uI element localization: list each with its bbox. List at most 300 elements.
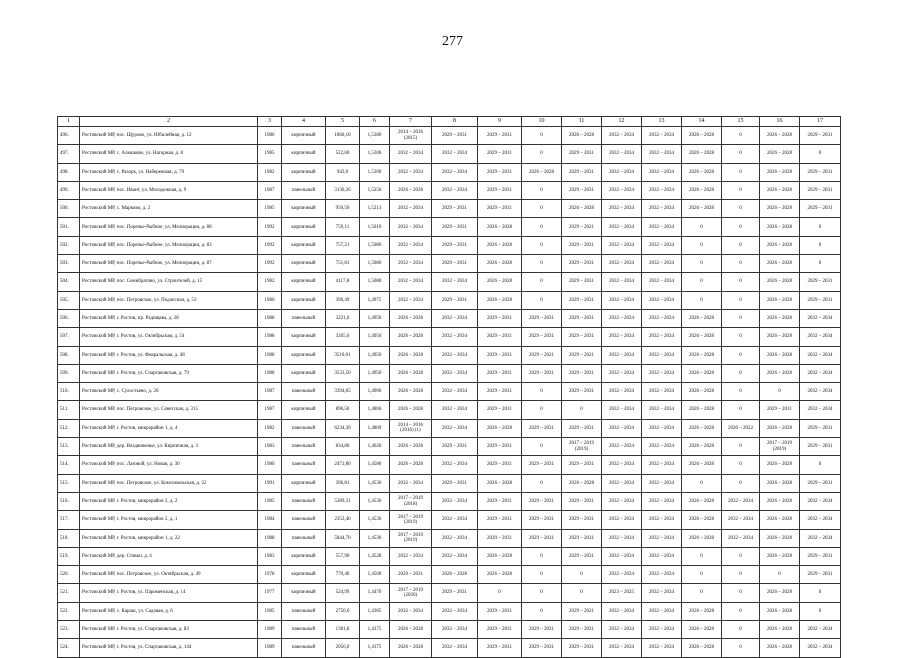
table-cell: 2032 – 2034 <box>602 273 642 291</box>
table-cell: 2026 – 2028 <box>682 639 722 657</box>
table-cell: 2029 – 2031 <box>562 364 602 382</box>
table-cell: 2029 – 2031 <box>800 127 841 145</box>
table-cell: 6234,30 <box>326 419 360 437</box>
table-cell: 0 <box>722 163 760 181</box>
table-cell: 1,4528 <box>360 547 390 565</box>
table-cell: 396,81 <box>326 474 360 492</box>
table-cell: 2026 – 2028 <box>432 566 478 584</box>
table-cell: 2029 – 2031 <box>478 127 522 145</box>
table-row <box>58 236 841 254</box>
table-cell: 0 <box>722 236 760 254</box>
table-cell: 2029 – 2031 <box>432 291 478 309</box>
column-number: 4 <box>282 117 326 127</box>
table-cell: 2032 – 2034 <box>602 236 642 254</box>
column-number: 11 <box>562 117 602 127</box>
table-cell: 757,21 <box>326 236 360 254</box>
table-cell: 2032 – 2034 <box>642 127 682 145</box>
table-cell: Ростовский МР, с. Марково, д. 2 <box>80 200 258 218</box>
table-cell: 1983 <box>258 547 282 565</box>
table-cell: 3510,01 <box>326 346 360 364</box>
table-cell: 834,80 <box>326 438 360 456</box>
table-cell: 2032 – 2034 <box>432 273 478 291</box>
table-cell: 0 <box>722 566 760 584</box>
table-cell: 1,5213 <box>360 200 390 218</box>
table-cell: 1,4375 <box>360 639 390 657</box>
table-cell: кирпичный <box>282 566 326 584</box>
table-cell: 1,4950 <box>360 364 390 382</box>
table-cell: 2026 – 2028 <box>760 547 800 565</box>
table-cell: 1985 <box>258 602 282 620</box>
table-cell: 2026 – 2028 <box>682 419 722 437</box>
table-cell: 2032 – 2034 <box>602 602 642 620</box>
table-cell: 2032 – 2034 <box>390 145 432 163</box>
table-cell: 2032 – 2034 <box>642 163 682 181</box>
table-cell: 2032 – 2034 <box>432 639 478 657</box>
table-cell: 2032 – 2034 <box>602 181 642 199</box>
table-cell: 2032 – 2034 <box>642 200 682 218</box>
table-cell: 2029 – 2031 <box>522 621 562 639</box>
table-cell: 2029 – 2031 <box>562 273 602 291</box>
table-cell: 2026 – 2028 <box>760 584 800 602</box>
table-cell: 0 <box>800 456 841 474</box>
table-cell: 2032 – 2034 <box>800 529 841 547</box>
table-cell: кирпичный <box>282 346 326 364</box>
table-cell: 2032 – 2034 <box>432 456 478 474</box>
table-cell: 2029 – 2031 <box>800 474 841 492</box>
table-cell: 2029 – 2031 <box>432 127 478 145</box>
table-cell: Ростовский МР, г. Ростов, пр. Радищева, д. 28 <box>80 309 258 327</box>
table-cell: 1982 <box>258 419 282 437</box>
table-cell: 2023 – 2025 <box>602 584 642 602</box>
table-cell: 2029 – 2031 <box>562 181 602 199</box>
table-cell: 508. <box>58 346 80 364</box>
table-cell: 2032 – 2034 <box>432 621 478 639</box>
table-cell: 1984 <box>258 511 282 529</box>
table-cell: 2032 – 2034 <box>642 309 682 327</box>
capital-repair-schedule-table <box>57 116 841 658</box>
table-cell: 2032 – 2034 <box>432 364 478 382</box>
table-cell: панельный <box>282 181 326 199</box>
table-cell: 2029 – 2031 <box>522 364 562 382</box>
table-cell: панельный <box>282 419 326 437</box>
table-cell: 2029 – 2031 <box>760 401 800 419</box>
table-cell: 2029 – 2031 <box>562 639 602 657</box>
table-cell: 2032 – 2034 <box>642 566 682 584</box>
table-cell: 500. <box>58 200 80 218</box>
table-cell: 2029 – 2031 <box>562 291 602 309</box>
table-cell: 0 <box>522 127 562 145</box>
table-cell: 2032 – 2034 <box>642 328 682 346</box>
table-cell: 1985 <box>258 200 282 218</box>
table-row <box>58 511 841 529</box>
table-cell: 2032 – 2034 <box>800 492 841 510</box>
table-cell: 2026 – 2028 <box>682 200 722 218</box>
table-cell: 522. <box>58 602 80 620</box>
table-cell: 2017 – 2019 (2019) <box>390 529 432 547</box>
table-row <box>58 566 841 584</box>
table-cell: 2032 – 2034 <box>390 236 432 254</box>
table-row <box>58 602 841 620</box>
table-cell: 2032 – 2034 <box>642 236 682 254</box>
table-cell: кирпичный <box>282 145 326 163</box>
table-cell: 0 <box>722 127 760 145</box>
table-cell: 1988 <box>258 346 282 364</box>
table-cell: 0 <box>682 547 722 565</box>
table-cell: 517. <box>58 511 80 529</box>
table-cell: 496. <box>58 127 80 145</box>
table-cell: 2032 – 2034 <box>390 163 432 181</box>
table-cell: 1,4950 <box>360 346 390 364</box>
table-cell: 2032 – 2034 <box>602 401 642 419</box>
table-cell: 3130,26 <box>326 181 360 199</box>
table-cell: 2032 – 2034 <box>602 474 642 492</box>
column-number: 14 <box>682 117 722 127</box>
table-cell: 557,90 <box>326 547 360 565</box>
table-cell: 2032 – 2034 <box>642 492 682 510</box>
table-cell: 2029 – 2031 <box>478 401 522 419</box>
table-cell: 2026 – 2028 <box>478 218 522 236</box>
table-cell: 1,5300 <box>360 163 390 181</box>
table-cell: 514. <box>58 456 80 474</box>
table-cell: 2026 – 2028 <box>682 621 722 639</box>
table-cell: 2032 – 2034 <box>642 529 682 547</box>
table-cell: 524,99 <box>326 584 360 602</box>
table-row <box>58 401 841 419</box>
table-cell: 2032 – 2034 <box>642 511 682 529</box>
table-cell: 2029 – 2031 <box>478 200 522 218</box>
table-cell: 1,4950 <box>360 328 390 346</box>
table-cell: 2032 – 2034 <box>642 621 682 639</box>
table-row <box>58 529 841 547</box>
table-cell: 2026 – 2028 <box>390 364 432 382</box>
table-cell: 0 <box>800 145 841 163</box>
table-cell: 2029 – 2031 <box>562 602 602 620</box>
column-number: 12 <box>602 117 642 127</box>
table-cell: 2029 – 2031 <box>390 566 432 584</box>
table-cell: 2029 – 2031 <box>432 236 478 254</box>
table-cell: 2032 – 2034 <box>390 602 432 620</box>
table-cell: 2026 – 2028 <box>390 309 432 327</box>
table-cell: 2032 – 2034 <box>642 438 682 456</box>
table-cell: Ростовский МР, с. Алешково, ул. Нагорная, д. 8 <box>80 145 258 163</box>
table-cell: 504. <box>58 273 80 291</box>
table-cell: 2032 – 2034 <box>602 127 642 145</box>
table-cell: 2032 – 2034 <box>642 364 682 382</box>
table-cell: Ростовский МР, с. Караш, ул. Садовая, д. 6 <box>80 602 258 620</box>
table-cell: 2026 – 2028 <box>682 328 722 346</box>
table-cell: 510. <box>58 383 80 401</box>
table-cell: 2029 – 2031 <box>562 621 602 639</box>
table-cell: 2026 – 2028 <box>760 127 800 145</box>
table-cell: Ростовский МР, пос. Семибратово, ул. Строителей, д. 15 <box>80 273 258 291</box>
table-cell: 2032 – 2034 <box>602 291 642 309</box>
table-cell: 2032 – 2034 <box>642 547 682 565</box>
table-cell: 515. <box>58 474 80 492</box>
table-cell: 1980 <box>258 456 282 474</box>
table-cell: 1987 <box>258 401 282 419</box>
table-cell: Ростовский МР, г. Ростов, ул. Пароменская, д. 14 <box>80 584 258 602</box>
column-number: 7 <box>390 117 432 127</box>
table-cell: 2032 – 2034 <box>602 566 642 584</box>
table-cell: 2026 – 2028 <box>760 456 800 474</box>
table-cell: 1982 <box>258 163 282 181</box>
table-cell: 0 <box>722 383 760 401</box>
table-cell: кирпичный <box>282 364 326 382</box>
table-cell: 0 <box>682 218 722 236</box>
table-cell: 2029 – 2031 <box>522 309 562 327</box>
table-cell: 1,4536 <box>360 511 390 529</box>
table-cell: 2026 – 2028 <box>760 511 800 529</box>
table-cell: 0 <box>522 273 562 291</box>
table-cell: 2029 – 2031 <box>478 163 522 181</box>
table-row <box>58 328 841 346</box>
table-cell: 2032 – 2034 <box>602 309 642 327</box>
column-number: 13 <box>642 117 682 127</box>
table-cell: 0 <box>478 584 522 602</box>
table-cell: 497. <box>58 145 80 163</box>
table-cell: 2029 – 2031 <box>562 511 602 529</box>
table-cell: 2032 – 2034 <box>642 584 682 602</box>
table-cell: 2032 – 2034 <box>642 291 682 309</box>
table-cell: 2029 – 2031 <box>800 291 841 309</box>
table-cell: 5389,31 <box>326 492 360 510</box>
table-cell: 2032 – 2034 <box>642 602 682 620</box>
table-cell: 2029 – 2031 <box>562 547 602 565</box>
table-cell: 1980 <box>258 127 282 145</box>
table-cell: 2029 – 2031 <box>432 474 478 492</box>
table-cell: 2032 – 2034 <box>432 511 478 529</box>
table-cell: 2029 – 2031 <box>800 566 841 584</box>
table-cell: 2026 – 2028 <box>682 127 722 145</box>
table-cell: 3533,50 <box>326 364 360 382</box>
table-cell: 2032 – 2034 <box>432 401 478 419</box>
table-cell: 1,5306 <box>360 145 390 163</box>
table-cell: 0 <box>522 236 562 254</box>
table-cell: 2026 – 2028 <box>760 328 800 346</box>
table-cell: 0 <box>800 584 841 602</box>
table-cell: панельный <box>282 383 326 401</box>
table-cell: 503. <box>58 255 80 273</box>
table-cell: 0 <box>522 547 562 565</box>
table-row <box>58 273 841 291</box>
table-cell: 2026 – 2028 <box>522 163 562 181</box>
table-cell: 0 <box>800 218 841 236</box>
table-cell: 2032 – 2034 <box>602 328 642 346</box>
table-cell: 0 <box>682 474 722 492</box>
table-cell: 501. <box>58 218 80 236</box>
table-cell: 1,4385 <box>360 602 390 620</box>
table-cell: 2026 – 2028 <box>682 529 722 547</box>
table-cell: кирпичный <box>282 200 326 218</box>
table-cell: 2032 – 2034 <box>602 255 642 273</box>
table-cell: 2029 – 2031 <box>522 639 562 657</box>
table-cell: 2029 – 2031 <box>562 328 602 346</box>
table-cell: 2029 – 2031 <box>432 438 478 456</box>
table-cell: Ростовский МР, г. Ростов, ул. Спартаковская, д. 144 <box>80 639 258 657</box>
table-cell: 2026 – 2028 <box>478 255 522 273</box>
table-cell: 518. <box>58 529 80 547</box>
table-cell: 2017 – 2019 (2019) <box>760 438 800 456</box>
table-cell: 0 <box>522 218 562 236</box>
table-cell: 2029 – 2031 <box>800 547 841 565</box>
table-cell: 1,5080 <box>360 255 390 273</box>
table-cell: 1301,8 <box>326 621 360 639</box>
table-cell: 509. <box>58 364 80 382</box>
table-cell: панельный <box>282 529 326 547</box>
table-cell: 2032 – 2034 <box>642 255 682 273</box>
table-cell: 2026 – 2028 <box>682 163 722 181</box>
table-cell: 2026 – 2028 <box>682 346 722 364</box>
table-cell: кирпичный <box>282 273 326 291</box>
table-cell: 3221,6 <box>326 309 360 327</box>
table-cell: 2026 – 2028 <box>682 602 722 620</box>
table-cell: Ростовский МР, пос. Лазовой, ул. Новая, д. 30 <box>80 456 258 474</box>
table-cell: 0 <box>682 566 722 584</box>
table-cell: 2026 – 2028 <box>760 163 800 181</box>
column-number: 17 <box>800 117 841 127</box>
table-cell: 2032 – 2034 <box>432 492 478 510</box>
table-cell: 2029 – 2031 <box>478 309 522 327</box>
table-cell: 2756,6 <box>326 602 360 620</box>
table-cell: 2026 – 2028 <box>760 364 800 382</box>
table-row <box>58 621 841 639</box>
table-cell: 2029 – 2031 <box>800 163 841 181</box>
table-cell: 2017 – 2019 (2019) <box>562 438 602 456</box>
column-number: 1 <box>58 117 80 127</box>
table-row <box>58 364 841 382</box>
table-cell: 2032 – 2034 <box>390 200 432 218</box>
table-cell: 2029 – 2031 <box>478 438 522 456</box>
table-cell: 2026 – 2028 <box>760 309 800 327</box>
table-cell: 2032 – 2034 <box>642 181 682 199</box>
table-cell: 2026 – 2028 <box>478 547 522 565</box>
table-cell: 2032 – 2034 <box>642 419 682 437</box>
table-cell: Ростовский МР, пос. Петровское, ул. Комсомольская, д. 22 <box>80 474 258 492</box>
table-cell: 5844,70 <box>326 529 360 547</box>
table-cell: 1983 <box>258 438 282 456</box>
table-row <box>58 181 841 199</box>
column-number: 8 <box>432 117 478 127</box>
table-cell: 2026 – 2028 <box>760 218 800 236</box>
table-cell: 2032 – 2034 <box>432 328 478 346</box>
table-cell: 0 <box>522 255 562 273</box>
table-cell: 0 <box>522 145 562 163</box>
table-cell: 2026 – 2028 <box>760 419 800 437</box>
table-cell: 2029 – 2031 <box>432 255 478 273</box>
table-cell: Ростовский МР, пос. Петровское, ул. Подлесная, д. 53 <box>80 291 258 309</box>
table-cell: 1,4536 <box>360 492 390 510</box>
table-cell: 2056,0 <box>326 639 360 657</box>
column-number: 10 <box>522 117 562 127</box>
table-cell: панельный <box>282 511 326 529</box>
table-cell: 2032 – 2034 <box>390 273 432 291</box>
table-cell: кирпичный <box>282 163 326 181</box>
table-cell: 520. <box>58 566 80 584</box>
table-cell: 2029 – 2031 <box>478 346 522 364</box>
table-cell: 2026 – 2028 <box>562 200 602 218</box>
table-cell: 2029 – 2031 <box>432 584 478 602</box>
table-cell: 1988 <box>258 364 282 382</box>
table-cell: 2032 – 2034 <box>602 511 642 529</box>
table-cell: 1,4536 <box>360 529 390 547</box>
table-cell: 2026 – 2028 <box>760 474 800 492</box>
table-cell: 2026 – 2028 <box>682 309 722 327</box>
table-cell: 1988 <box>258 529 282 547</box>
table-cell: 502. <box>58 236 80 254</box>
table-cell: 2032 – 2034 <box>432 309 478 327</box>
table-cell: 2029 – 2031 <box>562 529 602 547</box>
table-cell: 2032 – 2034 <box>602 547 642 565</box>
table-row <box>58 383 841 401</box>
table-cell: 770,40 <box>326 566 360 584</box>
table-cell: 2032 – 2034 <box>602 639 642 657</box>
table-cell: 2029 – 2031 <box>522 456 562 474</box>
table-cell: 1992 <box>258 236 282 254</box>
column-number: 3 <box>258 117 282 127</box>
table-cell: 0 <box>682 291 722 309</box>
table-cell: кирпичный <box>282 255 326 273</box>
table-cell: 2032 – 2034 <box>800 328 841 346</box>
table-cell: 4117,8 <box>326 273 360 291</box>
table-cell: Ростовский МР, пос. Поречье-Рыбное, ул. Мелиорации, д. 87 <box>80 255 258 273</box>
table-cell: 3394,65 <box>326 383 360 401</box>
table-cell: 2032 – 2034 <box>432 145 478 163</box>
table-cell: 2026 – 2028 <box>390 438 432 456</box>
table-cell: 0 <box>562 566 602 584</box>
table-cell: 1,4580 <box>360 456 390 474</box>
table-row <box>58 492 841 510</box>
table-cell: 2026 – 2028 <box>760 181 800 199</box>
table-cell: 498. <box>58 163 80 181</box>
table-header-row <box>58 117 841 127</box>
table-cell: 2032 – 2034 <box>642 456 682 474</box>
table-cell: 2014 – 2016 (2015) <box>390 127 432 145</box>
table-cell: 2029 – 2031 <box>562 419 602 437</box>
table-row <box>58 163 841 181</box>
table-cell: Ростовский МР, г. Ростов, микрорайон 1, д. 22 <box>80 529 258 547</box>
table-cell: 2017 – 2019 (2020) <box>390 584 432 602</box>
table-cell: 2032 – 2034 <box>800 383 841 401</box>
table-cell: 1988 <box>258 309 282 327</box>
table-cell: 0 <box>722 200 760 218</box>
table-cell: 2032 – 2034 <box>602 364 642 382</box>
table-row <box>58 218 841 236</box>
table-cell: 2032 – 2034 <box>602 492 642 510</box>
table-cell: 512. <box>58 419 80 437</box>
table-cell: 1985 <box>258 145 282 163</box>
table-cell: 2032 – 2034 <box>800 511 841 529</box>
table-cell: 2032 – 2034 <box>602 419 642 437</box>
table-cell: 2032 – 2034 <box>602 383 642 401</box>
table-cell: 2032 – 2034 <box>602 529 642 547</box>
table-cell: 2029 – 2031 <box>478 511 522 529</box>
table-cell: 1978 <box>258 566 282 584</box>
table-cell: 1,4470 <box>360 584 390 602</box>
table-cell: 2032 – 2034 <box>602 145 642 163</box>
table-cell: 2029 – 2031 <box>478 181 522 199</box>
table-cell: панельный <box>282 492 326 510</box>
table-cell: 0 <box>522 584 562 602</box>
table-cell: 1,4975 <box>360 291 390 309</box>
table-cell: 2029 – 2031 <box>562 309 602 327</box>
table-cell: 2026 – 2028 <box>682 511 722 529</box>
table-cell: 506. <box>58 309 80 327</box>
table-cell: 2032 – 2034 <box>432 383 478 401</box>
table-cell: Ростовский МР, дер. Ставки, д. 4 <box>80 547 258 565</box>
table-cell: 2029 – 2031 <box>522 346 562 364</box>
table-cell: 2026 – 2028 <box>760 291 800 309</box>
table-cell: 2029 – 2031 <box>562 492 602 510</box>
